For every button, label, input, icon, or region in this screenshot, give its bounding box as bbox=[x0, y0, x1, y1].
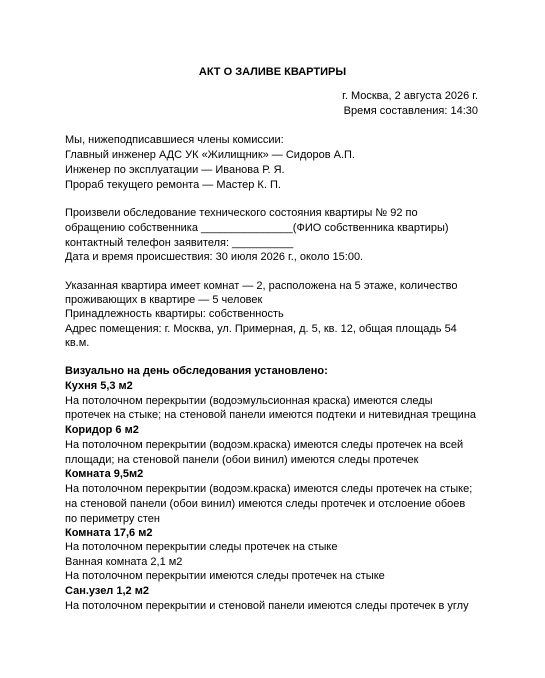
apartment-line: Принадлежность квартиры: собственность bbox=[65, 308, 284, 320]
room-finding: На потолочном перекрытии (водоэм.краска) имеются следы протечек на стыке; bbox=[65, 483, 473, 495]
room-finding: На потолочном перекрытии следы протечек на стыке bbox=[65, 541, 338, 553]
room-finding: На потолочном перекрытии (водоэмульсионная краска) имеются следы bbox=[65, 395, 433, 407]
commission-member: Инженер по эксплуатации — Иванова Р. Я. bbox=[65, 164, 285, 176]
commission-member: Главный инженер АДС УК «Жилищник» — Сидоров А.П. bbox=[65, 149, 355, 161]
room-finding: На потолочном перекрытии (водоэм.краска) имеются следы протечек на всей bbox=[65, 439, 464, 451]
room-finding: На потолочном перекрытии и стеновой панели имеются следы протечек в углу bbox=[65, 600, 469, 612]
inspection-line: Дата и время происшествия: 30 июля 2026 г., около 15:00. bbox=[65, 251, 364, 263]
inspection-line: контактный телефон заявителя: __________ bbox=[65, 237, 294, 249]
room-finding: на стеновой панели (обои винил) имеются следы протечек и отслоение обоев bbox=[65, 498, 466, 510]
room-name: Кухня 5,3 м2 bbox=[65, 380, 133, 392]
room-finding: На потолочном перекрытии имеются следы протечек на стыке bbox=[65, 570, 385, 582]
room-name: Сан.узел 1,2 м2 bbox=[65, 585, 149, 597]
findings-heading: Визуально на день обследования установлено: bbox=[65, 365, 328, 377]
room-name: Коридор 6 м2 bbox=[65, 424, 139, 436]
apartment-line: Указанная квартира имеет комнат — 2, расположена на 5 этаже, количество bbox=[65, 280, 458, 292]
room-name: Комната 9,5м2 bbox=[65, 468, 144, 480]
place-date: г. Москва, 2 августа 2026 г. bbox=[342, 90, 478, 102]
apartment-line: Адрес помещения: г. Москва, ул. Примерная, д. 5, кв. 12, общая площадь 54 bbox=[65, 323, 457, 335]
document-title: АКТ О ЗАЛИВЕ КВАРТИРЫ bbox=[198, 66, 347, 78]
inspection-line: обращению собственника _______________(ФИО собственника квартиры) bbox=[65, 222, 449, 234]
commission-intro: Мы, нижеподписавшиеся члены комиссии: bbox=[65, 134, 284, 146]
room-name: Комната 17,6 м2 bbox=[65, 527, 153, 539]
commission-member: Прораб текущего ремонта — Мастер К. П. bbox=[65, 179, 281, 191]
room-finding: протечек на стыке; на стеновой панели имеются подтеки и нитевидная трещина bbox=[65, 409, 477, 421]
room-finding: площади; на стеновой панели (обои винил) имеются следы протечек bbox=[65, 454, 419, 466]
apartment-line: проживающих в квартире — 5 человек bbox=[65, 294, 263, 306]
apartment-line: кв.м. bbox=[65, 337, 90, 349]
inspection-line: Произвели обследование технического состояния квартиры № 92 по bbox=[65, 207, 418, 219]
room-finding: по периметру стен bbox=[65, 513, 160, 525]
room-name: Ванная комната 2,1 м2 bbox=[65, 556, 183, 568]
time-line: Время составления: 14:30 bbox=[343, 105, 478, 117]
